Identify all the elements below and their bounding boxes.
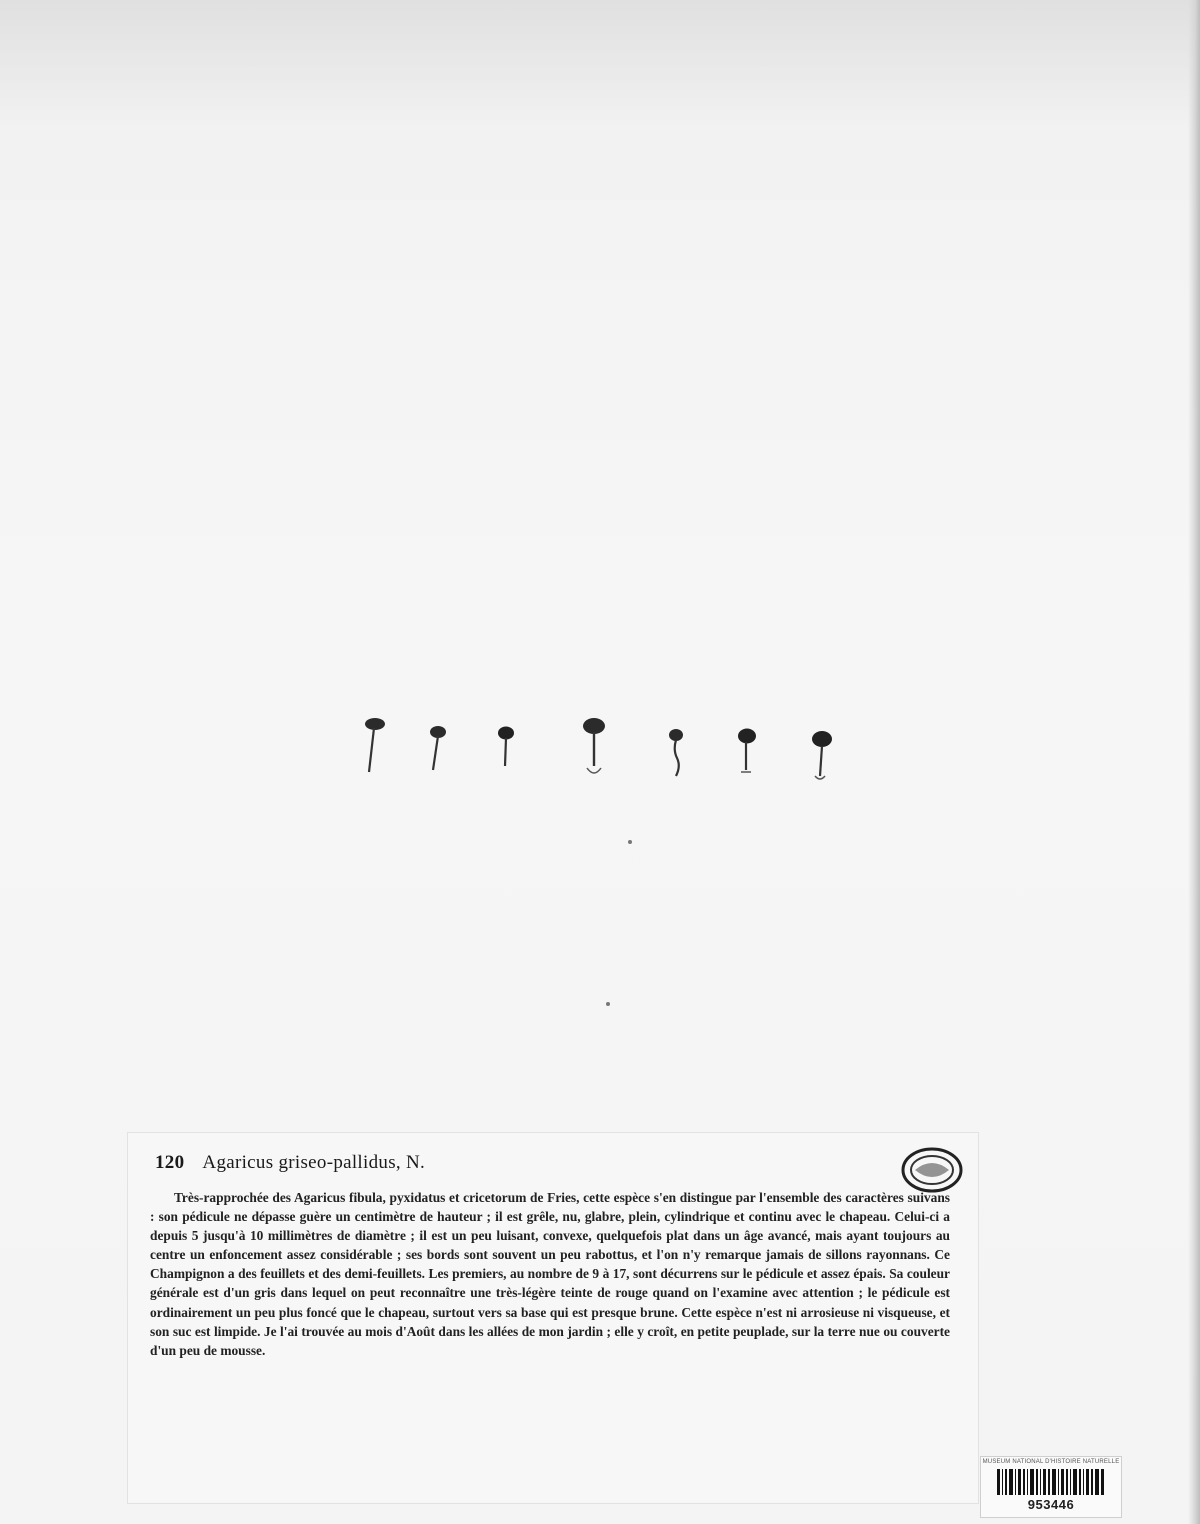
- mushroom-specimen-1: [365, 718, 385, 772]
- paper-speck: [606, 1002, 610, 1006]
- barcode-caption: MUSEUM NATIONAL D'HISTOIRE NATURELLE: [982, 1459, 1120, 1465]
- mushroom-specimen-6: [738, 729, 756, 773]
- mushroom-specimen-7: [812, 731, 832, 779]
- species-heading: [155, 1152, 855, 1174]
- barcode-number: 953446: [1027, 1497, 1075, 1512]
- species-description: [150, 1188, 950, 1488]
- museum-stamp-icon: [900, 1146, 964, 1194]
- mushroom-specimens: [355, 710, 845, 790]
- species-name: Agaricus griseo-pallidus, N.: [202, 1152, 426, 1173]
- species-number: 120: [155, 1152, 185, 1173]
- mushroom-specimen-4: [583, 718, 605, 773]
- barcode-icon: [997, 1469, 1105, 1495]
- mushroom-specimen-3: [498, 727, 514, 767]
- paper-shading: [0, 0, 1200, 130]
- sheet-edge: [1188, 0, 1200, 1524]
- paper-speck: [628, 840, 632, 844]
- barcode-label: [980, 1456, 1122, 1518]
- mushroom-specimen-2: [430, 726, 446, 770]
- mushroom-specimen-5: [669, 729, 683, 776]
- description-text: Très-rapprochée des Agaricus fibula, pyxidatus et cricetorum de Fries, cette espèce s'en distingue par l'ensemble des caractères suivans : son pédicule ne dépasse guère un centimètre de hauteur ; il est grêle, nu, glabre, plein, cylindrique et continu avec le chapeau. Celui-ci a depuis 5 jusqu'à 10 millimètres de diamètre ; il est un peu luisant, convexe, quelquefois plat dans un âge avancé, mais ayant toujours au centre un enfoncement assez considérable ; ses bords sont souvent un peu rabottus, et l'on n'y remarque jamais de sillons rayonnans. Ce Champignon a des feuillets et des demi-feuillets. Les premiers, au nombre de 9 à 17, sont décurrens sur le pédicule et assez épais. Sa couleur générale est d'un gris dans lequel on peut reconnaître une très-légère teinte de rouge quand on l'examine avec attention ; le pédicule est ordinairement un peu plus foncé que le chapeau, surtout vers sa base qui est presque brune. Cette espèce n'est ni arrosieuse ni visqueuse, et son suc est limpide. Je l'ai trouvée au mois d'Août dans les allées de mon jardin ; elle y croît, en petite peuplade, sur la terre nue ou couverte d'un peu de mousse.: [150, 1190, 950, 1358]
- specimen-row: [355, 710, 845, 790]
